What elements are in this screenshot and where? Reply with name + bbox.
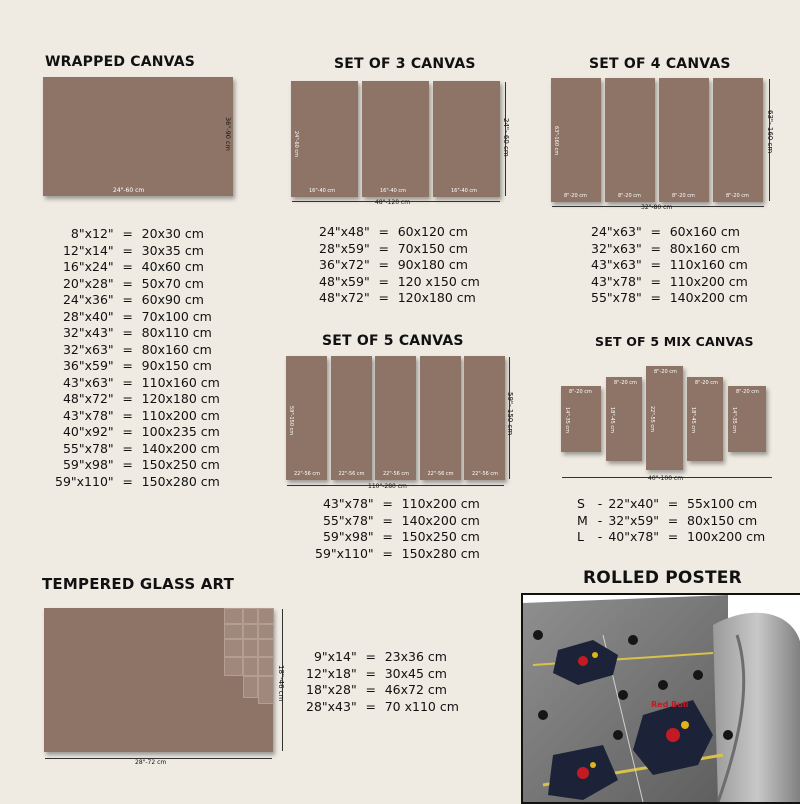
mix-panel-height-label: 22"-55 cm [649, 406, 655, 433]
equals-sign: = [122, 424, 133, 439]
set3-title: SET OF 3 CANVAS [334, 56, 476, 72]
size-inches: 9"x14" [313, 649, 357, 664]
set5-panels [286, 356, 506, 480]
size-inches: 12"x18" [306, 665, 357, 681]
set3-panels [291, 81, 501, 197]
rolled-poster-photo [521, 593, 800, 804]
size-cm: 30x45 cm [384, 665, 447, 681]
equals-sign: = [382, 496, 393, 511]
size-inches: 43"x63" [62, 374, 114, 390]
set5-panel-width-label: 22"-56 cm [338, 471, 365, 477]
size-cm: 140x200 cm [401, 512, 480, 528]
mix-panel [561, 386, 601, 452]
equals-sign: = [382, 529, 393, 544]
set5-panel [464, 356, 505, 480]
size-inches: 28"x40" [62, 308, 114, 324]
size-letter: M [577, 512, 588, 528]
size-row [306, 649, 459, 666]
wrapped-canvas-title: WRAPPED CANVAS [45, 54, 196, 70]
size-row [55, 441, 220, 458]
size-row [55, 243, 220, 260]
equals-sign: = [122, 457, 133, 472]
set5-size-table [315, 496, 480, 562]
size-inches: 28"x59" [319, 240, 370, 256]
mix-panel-height-label: 14"-35 cm [564, 407, 570, 434]
size-inches: 24"x48" [319, 224, 370, 239]
size-cm: 80x160 cm [141, 341, 212, 357]
equals-sign: = [122, 275, 133, 291]
size-row [55, 375, 220, 392]
set3-height-label: 24"- 60 cm [502, 118, 510, 157]
size-cm: 60x120 cm [397, 224, 468, 239]
size-row [591, 224, 748, 241]
equals-sign: = [122, 292, 133, 307]
mix-panel-height-label: 18"-45 cm [690, 407, 696, 434]
size-row [319, 274, 480, 291]
poster-illustration [523, 595, 800, 802]
size-inches: 43"x78" [322, 496, 374, 511]
size-row [55, 457, 220, 474]
set3-panel-height-label: 24"-60 cm [293, 131, 299, 158]
size-cm: 110x160 cm [141, 374, 220, 390]
dash: - [597, 496, 603, 511]
set5-panel [420, 356, 461, 480]
equals-sign: = [122, 391, 133, 406]
size-inches: 32"x63" [591, 240, 642, 256]
set4-panel [551, 78, 601, 202]
size-row [315, 546, 480, 563]
equals-sign: = [365, 698, 376, 714]
size-cm: 150x250 cm [141, 457, 220, 472]
equals-sign: = [122, 341, 133, 357]
mix-width-label: 40"-100 cm [648, 475, 684, 482]
size-row [319, 224, 480, 241]
size-inches: 59"x110" [55, 473, 114, 489]
size-inches: 24"x36" [62, 292, 114, 307]
size-cm: 80x110 cm [141, 325, 212, 340]
size-cm: 40x60 cm [141, 259, 204, 274]
equals-sign: = [650, 273, 661, 289]
equals-sign: = [378, 224, 389, 239]
set4-panel-height-label: 63"-160 cm [553, 126, 559, 156]
poster-brand: Red Bull [651, 700, 689, 709]
size-cm: 30x35 cm [141, 242, 204, 258]
size-letter: S [577, 496, 585, 511]
dash: - [597, 512, 603, 528]
poster-title: ROLLED POSTER [583, 568, 742, 588]
size-inches: 43"x63" [591, 257, 642, 272]
equals-sign: = [365, 665, 376, 681]
set5-panel-width-label: 22"-56 cm [383, 471, 410, 477]
mix-panel-width-label: 8"-20 cm [654, 369, 677, 375]
size-cm: 110x200 cm [669, 273, 748, 289]
set4-height-label: 63"- 160 cm [766, 110, 774, 154]
set4-width-label: 32"-80 cm [641, 204, 673, 211]
equals-sign: = [650, 290, 661, 305]
size-inches: 18"x28" [306, 682, 357, 697]
size-inches: 55"x78" [62, 440, 114, 456]
size-inches: 12"x14" [62, 242, 114, 258]
size-cm: 70x150 cm [397, 240, 468, 256]
size-row [319, 257, 480, 274]
equals-sign: = [667, 496, 679, 511]
set3-width-label: 48"-120 cm [375, 199, 411, 206]
glass-title: TEMPERED GLASS ART [42, 575, 235, 593]
mix-panel-width-label: 8"-20 cm [569, 389, 592, 395]
equals-sign: = [650, 257, 661, 272]
size-row [306, 682, 459, 699]
set4-panel-width-label: 8"-20 cm [618, 193, 641, 199]
set5-panel [286, 356, 327, 480]
glass-reflection [224, 608, 274, 704]
equals-sign: = [122, 440, 133, 456]
set4-panel-width-label: 8"-20 cm [564, 193, 587, 199]
set3-panel [433, 81, 500, 197]
wrapped-size-table [55, 226, 220, 490]
mix-panel [687, 377, 723, 461]
mix-panel-height-label: 18"-45 cm [609, 407, 615, 434]
size-row [55, 424, 220, 441]
size-cm: 140x200 cm [141, 440, 220, 456]
size-inches: 55"x78" [591, 290, 642, 305]
equals-sign: = [378, 290, 389, 305]
size-inches: 43"x78" [62, 407, 114, 423]
size-inches: 20"x28" [62, 275, 114, 291]
equals-sign: = [122, 242, 133, 258]
size-cm: 55x100 cm [687, 496, 758, 511]
mix-title: SET OF 5 MIX CANVAS [595, 334, 754, 349]
size-row [55, 276, 220, 293]
set4-panel-width-label: 8"-20 cm [726, 193, 749, 199]
size-cm: 90x180 cm [397, 257, 468, 272]
size-row [55, 342, 220, 359]
equals-sign: = [650, 224, 661, 239]
size-row [55, 474, 220, 491]
mix-panel-height-label: 14"-35 cm [731, 407, 737, 434]
size-cm: 110x200 cm [401, 496, 480, 511]
set4-panel [713, 78, 763, 202]
size-row [319, 241, 480, 258]
size-row [315, 529, 480, 546]
equals-sign: = [378, 273, 389, 289]
size-cm: 46x72 cm [384, 682, 447, 697]
size-row [319, 290, 480, 307]
size-cm: 60x160 cm [669, 224, 740, 239]
mix-panel-width-label: 8"-20 cm [736, 389, 759, 395]
size-row [55, 358, 220, 375]
size-row [577, 513, 765, 530]
size-cm: 80x160 cm [669, 240, 740, 256]
equals-sign: = [365, 682, 376, 697]
size-cm: 140x200 cm [669, 290, 748, 305]
size-cm: 120 x150 cm [397, 273, 480, 289]
mix-panels [561, 366, 773, 474]
size-inches: 36"x59" [62, 358, 114, 373]
equals-sign: = [122, 374, 133, 390]
mix-panel [728, 386, 766, 452]
set5-panel-width-label: 22"-56 cm [472, 471, 499, 477]
set3-panel-width-label: 16"-40 cm [451, 188, 478, 194]
size-cm: 50x70 cm [141, 275, 204, 291]
size-row [591, 274, 748, 291]
size-cm: 20x30 cm [141, 226, 204, 241]
set5-panel [375, 356, 416, 480]
equals-sign: = [122, 226, 133, 241]
size-row [55, 292, 220, 309]
equals-sign: = [122, 407, 133, 423]
set5-title: SET OF 5 CANVAS [322, 333, 464, 349]
equals-sign: = [365, 649, 376, 664]
set5-panel-width-label: 22"-56 cm [427, 471, 454, 477]
size-inches: 40"x92" [62, 424, 114, 439]
size-inches: 48"x72" [62, 391, 114, 406]
equals-sign: = [122, 358, 133, 373]
size-row [55, 226, 220, 243]
equals-sign: = [378, 240, 389, 256]
set5-panel [331, 356, 372, 480]
size-cm: 120x180 cm [141, 391, 220, 406]
size-cm: 150x280 cm [401, 545, 480, 561]
mix-size-table [577, 496, 765, 546]
size-row [591, 257, 748, 274]
size-inches: 59"x98" [62, 457, 114, 472]
equals-sign: = [667, 512, 679, 528]
set3-panel [362, 81, 429, 197]
size-row [55, 408, 220, 425]
set5-height-label: 59"- 150 cm [506, 392, 514, 436]
size-inches: 28"x43" [306, 698, 357, 714]
size-cm: 80x150 cm [687, 512, 758, 528]
mix-panel-width-label: 8"-20 cm [614, 380, 637, 386]
size-row [591, 290, 748, 307]
size-inches: 22"x40" [608, 496, 660, 511]
set4-panels [551, 78, 765, 202]
glass-panel [44, 608, 273, 752]
size-inches: 16"x24" [62, 259, 114, 274]
size-cm: 60x90 cm [141, 292, 204, 307]
size-cm: 90x150 cm [141, 358, 212, 373]
size-letter: L [577, 529, 584, 544]
size-row [577, 496, 765, 513]
equals-sign: = [382, 512, 393, 528]
size-row [591, 241, 748, 258]
size-row [577, 529, 765, 546]
glass-height-label: 18"-46 cm [277, 665, 285, 702]
equals-sign: = [122, 325, 133, 340]
set4-panel [605, 78, 655, 202]
set5-panel-width-label: 22"-56 cm [294, 471, 321, 477]
set4-panel-width-label: 8"-20 cm [672, 193, 695, 199]
equals-sign: = [667, 529, 679, 544]
set4-panel [659, 78, 709, 202]
size-row [55, 259, 220, 276]
set3-panel-width-label: 16"-40 cm [309, 188, 336, 194]
size-cm: 70x100 cm [141, 308, 212, 324]
mix-panel [606, 377, 642, 461]
size-inches: 59"x110" [315, 545, 374, 561]
glass-width-label: 28"-72 cm [135, 759, 167, 766]
set4-title: SET OF 4 CANVAS [589, 56, 731, 72]
size-inches: 8"x12" [70, 226, 114, 241]
size-inches: 55"x78" [322, 512, 374, 528]
size-cm: 110x200 cm [141, 407, 220, 423]
size-cm: 100x235 cm [141, 424, 220, 439]
equals-sign: = [378, 257, 389, 272]
size-row [306, 666, 459, 683]
size-cm: 120x180 cm [397, 290, 476, 305]
size-cm: 23x36 cm [384, 649, 447, 664]
mix-panel [646, 366, 683, 470]
size-cm: 110x160 cm [669, 257, 748, 272]
size-row [315, 513, 480, 530]
size-inches: 59"x98" [322, 529, 374, 544]
set4-size-table [591, 224, 748, 307]
set5-width-label: 110"-280 cm [368, 483, 407, 490]
size-row [306, 699, 459, 716]
size-inches: 43"x78" [591, 273, 642, 289]
set3-panel [291, 81, 358, 197]
mix-panel-width-label: 8"-20 cm [695, 380, 718, 386]
size-row [55, 309, 220, 326]
size-cm: 100x200 cm [687, 529, 766, 544]
set3-size-table [319, 224, 480, 307]
set3-panel-width-label: 16"-40 cm [380, 188, 407, 194]
size-inches: 32"x63" [62, 341, 114, 357]
wrapped-height-label: 36"-90 cm [224, 117, 232, 151]
dash: - [597, 529, 603, 544]
set5-panel-height-label: 59"-150 cm [288, 406, 294, 436]
equals-sign: = [122, 473, 133, 489]
size-cm: 150x280 cm [141, 473, 220, 489]
equals-sign: = [382, 545, 393, 561]
size-cm: 70 x110 cm [384, 698, 459, 714]
equals-sign: = [122, 308, 133, 324]
equals-sign: = [650, 240, 661, 256]
wrapped-canvas-panel [43, 77, 233, 196]
wrapped-width-label: 24"-60 cm [113, 187, 145, 194]
size-cm: 150x250 cm [401, 529, 480, 544]
size-inches: 24"x63" [591, 224, 642, 239]
size-row [315, 496, 480, 513]
size-row [55, 325, 220, 342]
size-inches: 48"x72" [319, 290, 370, 305]
size-inches: 32"x59" [608, 512, 660, 528]
size-inches: 48"x59" [319, 273, 370, 289]
size-row [55, 391, 220, 408]
glass-size-table [306, 649, 459, 715]
size-inches: 36"x72" [319, 257, 370, 272]
equals-sign: = [122, 259, 133, 274]
size-inches: 40"x78" [608, 529, 660, 544]
size-inches: 32"x43" [62, 325, 114, 340]
